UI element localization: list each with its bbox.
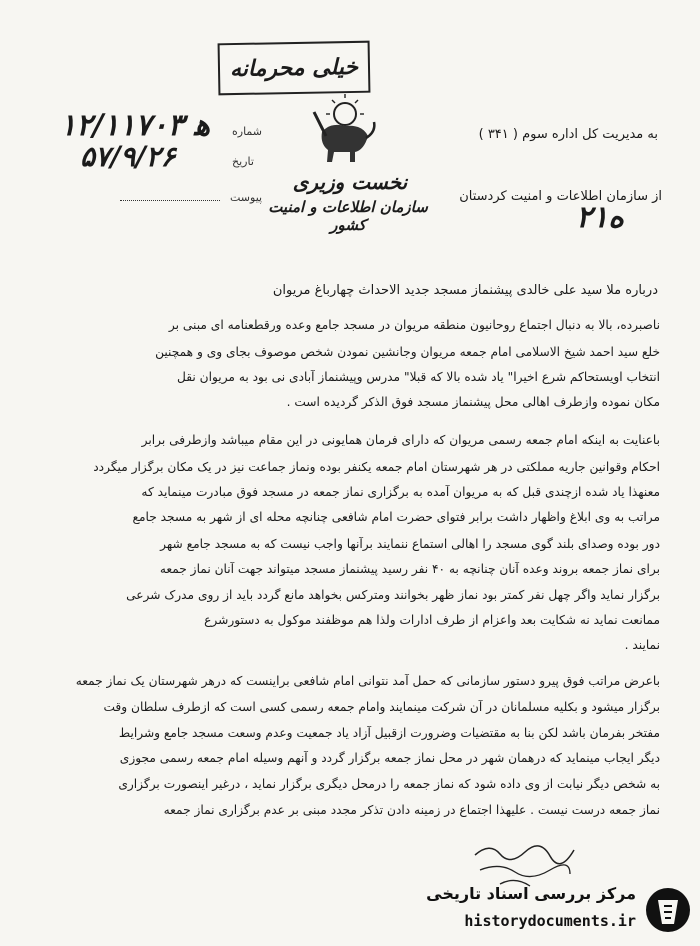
body-line: نماز جمعه درست نیست . علیهذا اجتماع در زمینه دادن تذکر مجدد مبنی بر عدم برگزاری نماز جمعه [163, 803, 660, 817]
body-line: خلع سید احمد شیخ الاسلامی امام جمعه مریوان وجانشین نمودن شخص موصوف بجای وی و همچنین [155, 345, 660, 359]
handwritten-mark: ۲۱ه [576, 200, 624, 235]
body-line: برای نماز جمعه بروند وعده آنان چنانچه به ۴۰ نفر رسید پیشنماز مسجد میتواند جهت آنان نماز جمعه [159, 562, 660, 576]
sender-line: از سازمان اطلاعات و امنیت کردستان [459, 189, 662, 204]
body-line: نمایند . [624, 638, 660, 652]
body-line: مفتخر بفرمان باشد لکن بنا به مقتضیات وضرورت ازقبیل آزاد یاد جمعیت وعدم وسعت مسجد جامع وشرایط [118, 726, 660, 740]
signature-scrawl-icon [470, 840, 580, 890]
watermark-url: historydocuments.ir [464, 912, 636, 930]
body-line: معنهذا یاد شده ازچندی قبل که به مریوان آمده به برگزاری نماز جمعه در مسجد فوق مبادرت مینماید که [141, 485, 660, 499]
attachment-label: پیوست [230, 191, 263, 204]
attachment-blank [120, 200, 220, 201]
body-line: باعرض مراتب فوق پیرو دستور سازمانی که حمل آمد نتوانی امام شافعی براینست که درهر شهرستان یک نماز جمعه [75, 674, 660, 688]
letter-number: ۱۲/۱۱۷۰۳ ﻫ [60, 108, 211, 143]
watermark-title: مرکز بررسی اسناد تاریخی [426, 884, 636, 903]
lion-and-sun-emblem-icon [300, 92, 380, 168]
body-line: مکان نموده وازطرف اهالی محل پیشنماز مسجد فوق الذکر گردیده است . [286, 395, 660, 409]
body-line: مراتب به وی ابلاغ واظهار داشت برابر فتوای حضرت امام شافعی چنانچه محله ای از شهر به مسجد جامع [132, 510, 660, 524]
body-line: انتخاب اویستحاکم شرع اخیرا" یاد شده بالا که قبلا" مدرس وپیشنماز آبادی نی بود به مریوان نقل [177, 370, 660, 384]
classification-stamp [218, 41, 371, 96]
classification-label: خیلی محرمانه [229, 53, 359, 83]
recipient-line: به مدیریت کل اداره سوم ( ۳۴۱ ) [478, 127, 658, 142]
body-line: احکام وقوانین جاریه مملکتی در هر شهرستان امام جمعه یکنفر بوده ونماز جماعت نیز در یک مکان برگزار میگردد [93, 460, 660, 474]
body-line: دور بوده وصدای بلند گوی مسجد را اهالی استماع ننمایند برآنها واجب نیست که به مسجد جامع شهر [160, 537, 660, 551]
body-line: دیگر ایجاب مینماید که درهمان شهر در محل نماز جمعه برگزار گردد و آنهم وسیله امام جمعه رسمی مجوزی [119, 751, 660, 765]
organization-name: سازمان اطلاعات و امنیت کشور [268, 198, 428, 234]
date-label: تاریخ [232, 155, 254, 168]
subject-line: درباره ملا سید علی خالدی پیشنماز مسجد جدید الاحداث چهارباغ مریوان [272, 283, 658, 298]
number-label: شماره [232, 125, 263, 138]
body-line: باعنایت به اینکه امام جمعه رسمی مریوان که دارای فرمان همایونی در این مقام میباشد وازطرفی برابر [141, 433, 660, 447]
body-line: برگزار میشود و بکلیه مسلمانان در آن شرکت مینمایند وامام جمعه رسمی کسی است که ازطرف سلطان وقت [103, 700, 660, 714]
body-line: ممانعت نماید نه شکایت بعد واعزام از طرف ادارات ولذا هم موظفند موکول به دستورشرع [204, 613, 660, 627]
body-line: برگزار نماید واگر چهل نفر کمتر بود نماز ظهر بخوانند ومترکس بخواهد مانع گردد باید از روی مدرک شرعی [126, 588, 660, 602]
archive-logo-icon [644, 886, 692, 934]
body-line: به شخص دیگر نیابت از وی داده شود که نماز جمعه را درمحل دیگری برگزار نماید ، درغیر اینصورت برگزاری [118, 777, 660, 791]
letter-date: ۵۷/۹/۲۶ [80, 140, 176, 173]
ministry-name: نخست وزیری [292, 170, 408, 194]
body-line: ناصبرده، بالا به دنبال اجتماع روحانیون منطقه مریوان در مسجد جامع وعده ورقطعنامه ای مبنی بر [168, 318, 660, 332]
